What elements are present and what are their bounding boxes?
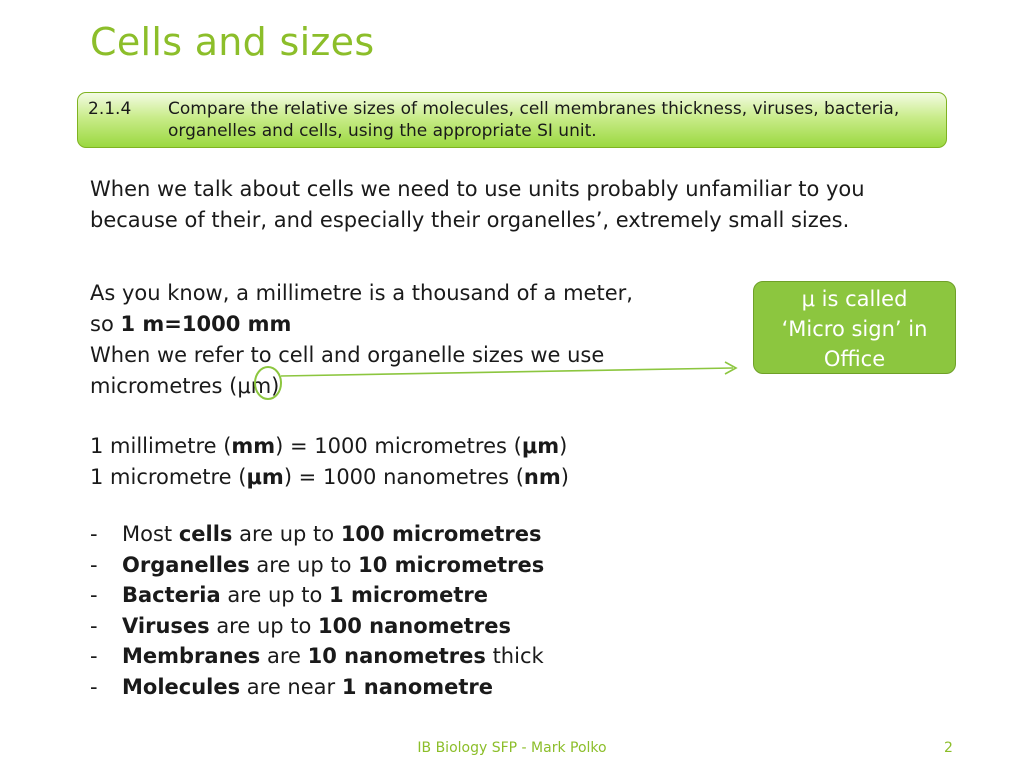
list-mid: are [260,644,308,668]
mm-line-2-prefix: so [90,312,121,336]
list-pre: Most [122,522,179,546]
conv1-unit-um: μm [521,434,560,458]
conv2-text-c: ) = 1000 nanometres ( [283,465,524,489]
list-dash: - [90,644,98,668]
conv2-text-a: 1 micrometre ( [90,465,247,489]
mm-line-4: micrometres (μm) [90,374,280,398]
list-dash: - [90,674,98,699]
callout-arrow-line [281,368,733,376]
list-subject: Organelles [122,552,250,577]
footer-text: IB Biology SFP - Mark Polko [417,740,607,756]
conv1-text-c: ) = 1000 micrometres ( [275,434,522,458]
list-mid: are up to [249,552,359,577]
list-mid: are near [240,674,342,699]
objective-text: Compare the relative sizes of molecules, cell membranes thickness, viruses, bacteria, organelles and cells, using the appropriate SI unit. [168,99,900,141]
list-dash: - [90,552,98,577]
list-subject: Viruses [122,613,210,638]
conv2-unit-nm: nm [523,465,561,489]
mm-line-1: As you know, a millimetre is a thousand of a meter, [90,281,633,305]
list-subject: Membranes [122,644,261,668]
list-value: 10 micrometres [358,552,545,577]
mm-line-3: When we refer to cell and organelle sizes we use [90,343,605,367]
slide-title: Cells and sizes [90,20,375,64]
list-mid: are up to [232,522,341,546]
conv1-unit-mm: mm [231,434,276,458]
list-mid: are up to [209,613,319,638]
list-mid: are up to [220,583,330,607]
note-line-2: ‘Micro sign’ in [781,317,928,341]
list-value: 1 nanometre [341,674,494,699]
list-value: 10 nanometres [307,644,486,668]
list-dash: - [90,522,98,546]
objective-number: 2.1.4 [88,99,132,119]
list-dash: - [90,613,98,638]
list-value: 100 micrometres [340,522,542,546]
list-subject: Bacteria [122,583,221,607]
list-dash: - [90,583,98,607]
conv2-unit-um: μm [246,465,284,489]
list-subject: Molecules [122,674,241,699]
intro-paragraph: When we talk about cells we need to use units probably unfamiliar to you because of their, and especially their organelles’, extremely small sizes. [90,177,865,232]
list-post: thick [485,644,544,668]
note-line-1: μ is called [801,287,908,311]
conv2-text-e: ) [560,465,569,489]
conv1-text-a: 1 millimetre ( [90,434,232,458]
mu-highlight-circle [255,367,281,399]
conv1-text-e: ) [559,434,568,458]
page-number: 2 [944,740,953,756]
list-value: 1 micrometre [329,583,489,607]
mm-line-2-bold: 1 m=1000 mm [120,312,292,336]
list-subject: cells [178,522,233,546]
note-line-3: Office [823,347,886,371]
list-value: 100 nanometres [318,613,511,638]
